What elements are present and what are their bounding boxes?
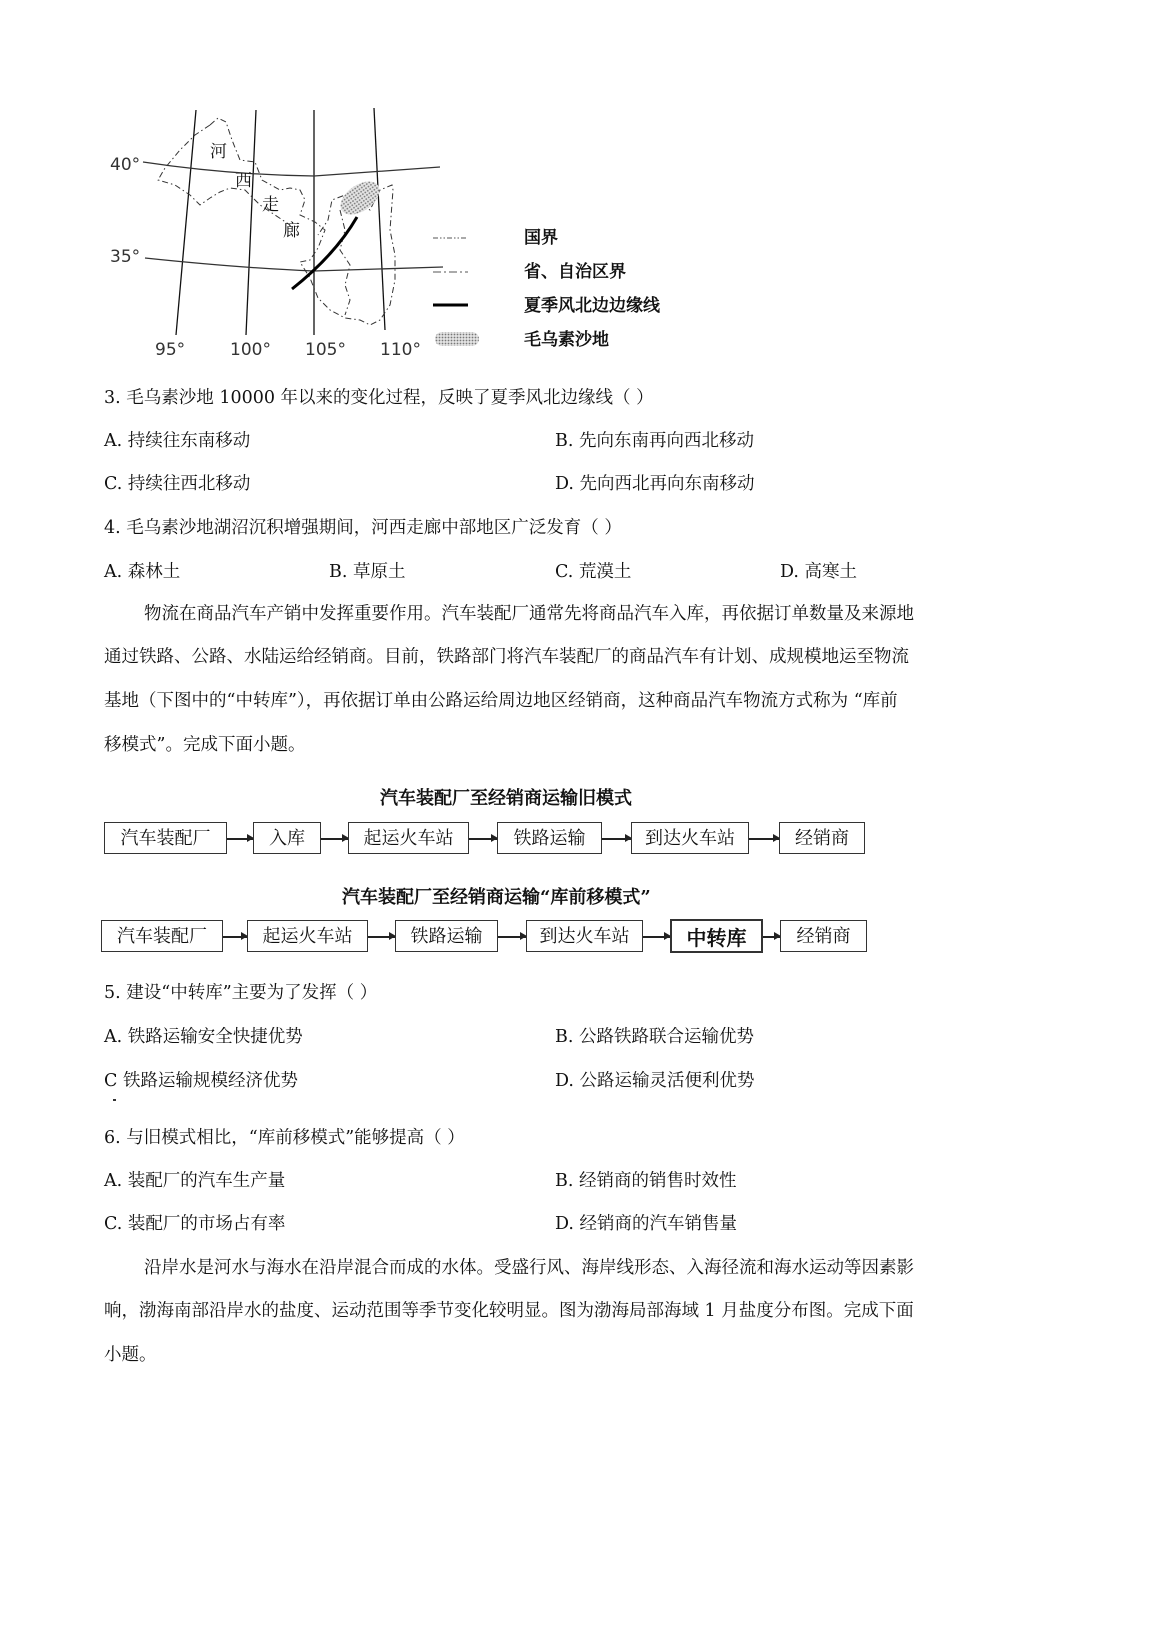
summer-monsoon-boundary-line: [292, 217, 357, 289]
legend-national-border: 国界: [524, 228, 558, 248]
q5-option-d: D. 公路运输灵活便利优势: [555, 1071, 755, 1091]
monsoon-map: [0, 0, 700, 370]
map-legend: [433, 228, 661, 350]
arrow-icon: [602, 838, 631, 840]
passage2-line: 响，渤海南部沿岸水的盐度、运动范围等季节变化较明显。图为渤海局部海域 1 月盐度分布图。完成下面: [104, 1301, 914, 1321]
flow-step: 到达火车站: [631, 822, 749, 854]
flow-step-transfer-depot: 中转库: [670, 919, 763, 953]
passage1-line: 通过铁路、公路、水陆运给经销商。目前，铁路部门将汽车装配厂的商品汽车有计划、成规模地运至物流: [104, 647, 909, 667]
legend-province-border: 省、自治区界: [524, 262, 626, 282]
flow-step: 铁路运输: [497, 822, 602, 854]
lat-label-40: 40°: [110, 155, 141, 175]
lon-label-105: 105°: [305, 340, 346, 360]
province-borders: [158, 118, 395, 325]
passage1-line: 物流在商品汽车产销中发挥重要作用。汽车装配厂通常先将商品汽车入库，再依据订单数量及来源地: [144, 604, 914, 624]
lon-label-110: 110°: [380, 340, 421, 360]
map-label-lang: 廊: [283, 221, 300, 241]
q5-option-b: B. 公路铁路联合运输优势: [555, 1027, 754, 1047]
arrow-icon: [469, 838, 497, 840]
q3-option-a: A. 持续往东南移动: [104, 431, 251, 451]
flow-step: 汽车装配厂: [104, 822, 227, 854]
q4-option-a: A. 森林土: [104, 562, 181, 582]
q6-option-d: D. 经销商的汽车销售量: [555, 1214, 738, 1234]
new-mode-title: 汽车装配厂至经销商运输“库前移模式”: [342, 887, 651, 908]
flow-step: 经销商: [779, 822, 865, 854]
arrow-icon: [643, 936, 670, 938]
arrow-icon: [763, 936, 780, 938]
arrow-icon: [223, 936, 247, 938]
arrow-icon: [227, 838, 253, 840]
q4-option-c: C. 荒漠土: [555, 562, 632, 582]
question-4-stem: 4. 毛乌素沙地湖沼沉积增强期间，河西走廊中部地区广泛发育（ ）: [104, 518, 622, 538]
q4-option-d: D. 高寒土: [780, 562, 858, 582]
q4-option-b: B. 草原土: [329, 562, 406, 582]
passage2-line: 沿岸水是河水与海水在沿岸混合而成的水体。受盛行风、海岸线形态、入海径流和海水运动等因素影: [144, 1258, 914, 1278]
lon-label-100: 100°: [230, 340, 271, 360]
arrow-icon: [498, 936, 526, 938]
q6-option-b: B. 经销商的销售时效性: [555, 1171, 737, 1191]
q6-option-c: C. 装配厂的市场占有率: [104, 1214, 286, 1234]
q5-option-a: A. 铁路运输安全快捷优势: [104, 1027, 303, 1047]
lon-label-95: 95°: [155, 340, 186, 360]
question-3-stem: 3. 毛乌素沙地 10000 年以来的变化过程，反映了夏季风北边缘线（ ）: [104, 388, 654, 408]
q6-option-a: A. 装配厂的汽车生产量: [104, 1171, 286, 1191]
arrow-icon: [321, 838, 348, 840]
flow-step: 铁路运输: [395, 920, 498, 952]
flow-step: 起运火车站: [247, 920, 368, 952]
q3-option-c: C. 持续往西北移动: [104, 474, 251, 494]
stray-mark: [113, 1099, 116, 1101]
map-label-he: 河: [210, 142, 227, 162]
arrow-icon: [749, 838, 779, 840]
passage1-line: 基地（下图中的“中转库”），再依据订单由公路运给周边地区经销商，这种商品汽车物流方式称为 “库前: [104, 691, 898, 711]
flow-step: 经销商: [780, 920, 867, 952]
map-label-xi: 西: [235, 171, 252, 191]
old-mode-title: 汽车装配厂至经销商运输旧模式: [380, 788, 632, 809]
flow-step: 到达火车站: [526, 920, 643, 952]
sandy-land-symbol: [435, 332, 479, 346]
flow-step: 入库: [253, 822, 321, 854]
q3-option-d: D. 先向西北再向东南移动: [555, 474, 755, 494]
legend-sandy-land: 毛乌素沙地: [524, 330, 609, 350]
flow-step: 汽车装配厂: [101, 920, 223, 952]
flow-step: 起运火车站: [348, 822, 469, 854]
passage1-line: 移模式”。完成下面小题。: [104, 735, 306, 755]
legend-monsoon-line: 夏季风北边边缘线: [524, 296, 660, 316]
arrow-icon: [368, 936, 395, 938]
q5-option-c: C 铁路运输规模经济优势: [104, 1071, 298, 1091]
question-6-stem: 6. 与旧模式相比，“库前移模式”能够提高（ ）: [104, 1128, 465, 1148]
q3-option-b: B. 先向东南再向西北移动: [555, 431, 754, 451]
passage2-line: 小题。: [104, 1345, 157, 1365]
map-label-zou: 走: [262, 195, 279, 215]
question-5-stem: 5. 建设“中转库”主要为了发挥（ ）: [104, 983, 378, 1003]
parallel-lines: [143, 162, 443, 271]
lat-label-35: 35°: [110, 247, 141, 267]
